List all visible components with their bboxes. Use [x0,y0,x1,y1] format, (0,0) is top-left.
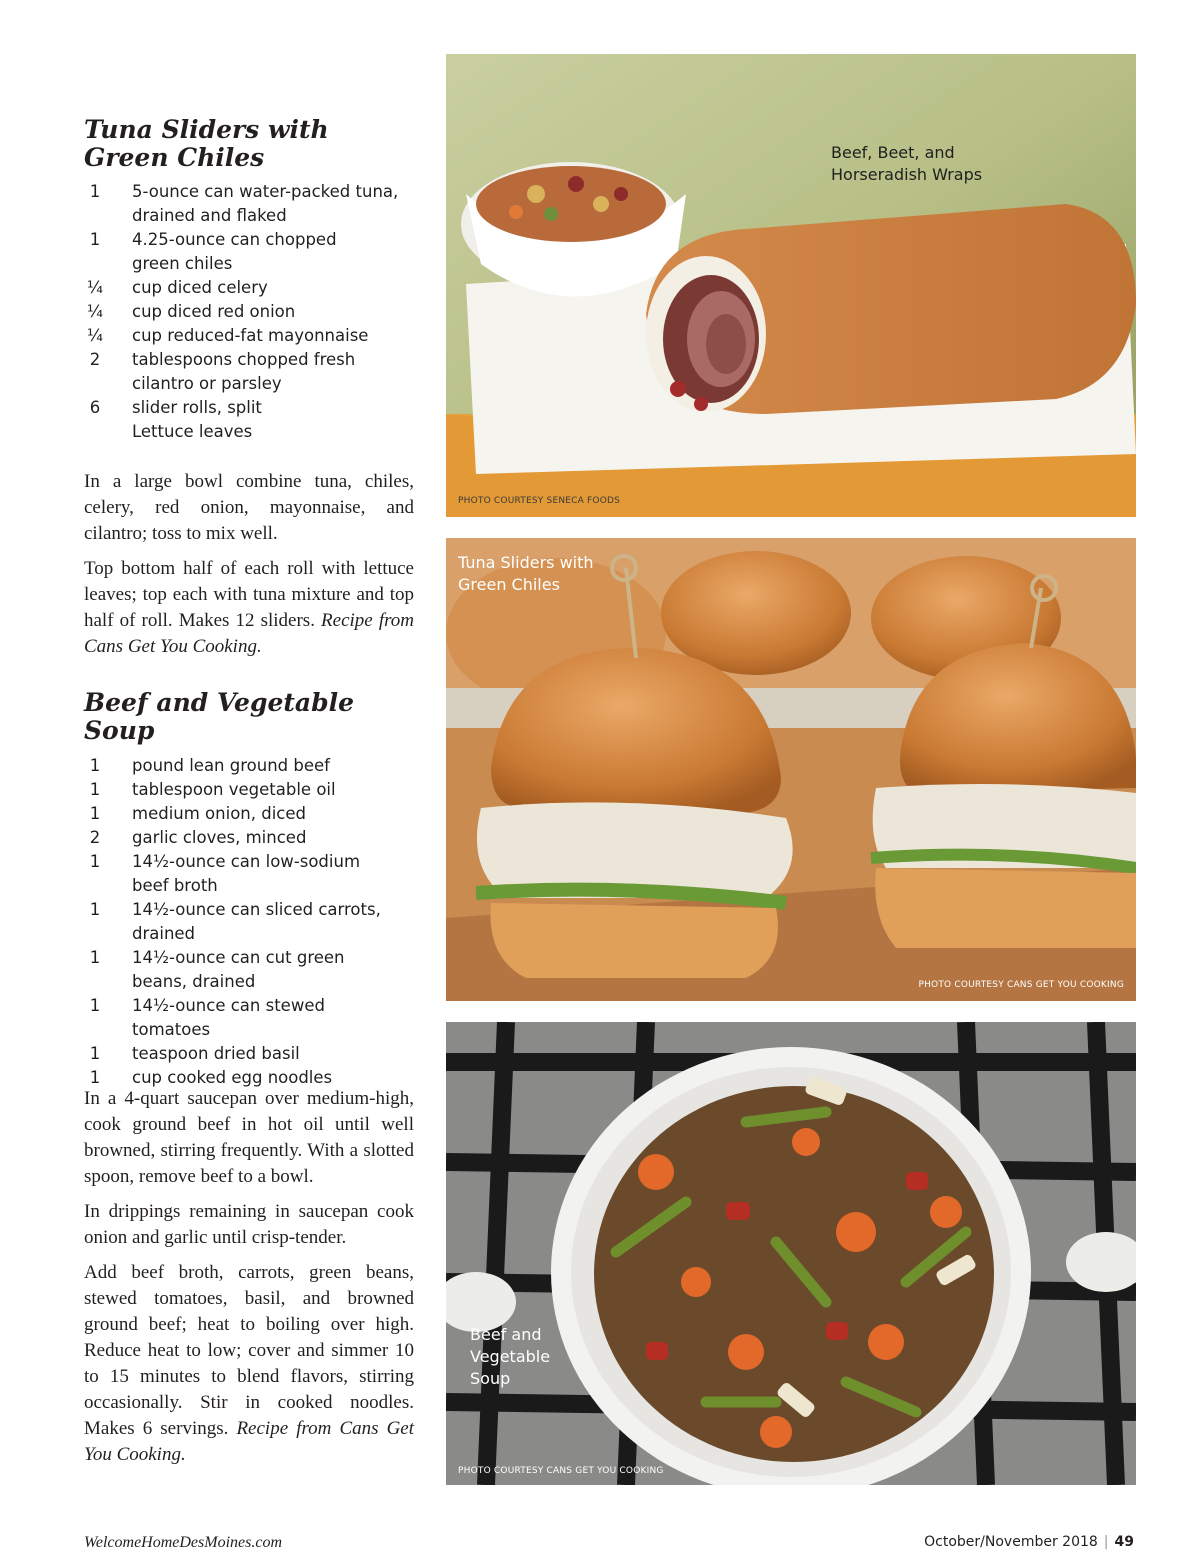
ingredient-quantity: 1 [89,852,101,871]
soup-photo-image [446,1022,1136,1485]
recipe-title-line1: Tuna Sliders with [84,115,329,144]
ingredient-line: drained [132,924,196,943]
ingredient-line: cup reduced-fat mayonnaise [132,326,369,345]
ingredient-quantity: ¼ [87,302,103,321]
ingredient-quantity: 6 [89,398,101,417]
direction-paragraph: In a large bowl combine tuna, chiles, celery, red onion, mayonnaise, and cilantro; toss to mix well. [84,471,414,544]
ingredient-line: cup diced celery [132,278,268,297]
recipe-tuna-directions [84,469,414,669]
ingredient-text [132,802,414,826]
ingredient-quantity: 1 [89,1068,101,1087]
ingredient-quantity: 1 [89,230,101,249]
ingredient-quantity: 1 [89,756,101,775]
photo-caption: Beef, Beet, and Horseradish Wraps [831,143,983,184]
footer-issue [924,1534,1134,1550]
ingredient-line: tablespoons chopped fresh [132,350,356,369]
ingredient-line: beans, drained [132,972,256,991]
ingredient-line: green chiles [132,254,233,273]
recipe-tuna-sliders [84,116,414,444]
ingredient-list [84,180,414,444]
ingredient-text [132,754,414,778]
ingredient-line: 5-ounce can water-packed tuna, [132,182,399,201]
footer-website: WelcomeHomeDesMoines.com [84,1534,283,1551]
ingredient-text [132,420,414,444]
ingredient-quantity: 1 [89,948,101,967]
ingredient-item [84,850,414,898]
wrap-photo-image [446,54,1136,517]
ingredient-text [132,946,414,994]
photo-credit: PHOTO COURTESY CANS GET YOU COOKING [918,980,1124,990]
ingredient-quantity: 1 [89,1044,101,1063]
ingredient-quantity [84,420,132,444]
ingredient-item [84,180,414,228]
direction-paragraph: Add beef broth, carrots, green beans, stewed tomatoes, basil, and browned ground beef; heat to boiling over high. Reduce heat to low; cover and simmer 10 to 15 minutes to blend flavors, stirring occasionally. Stir in cooked noodles. Makes 6 servings. Recipe from Cans Get You Cooking. [84,1262,415,1465]
ingredient-line: 14½-ounce can sliced carrots, [132,900,381,919]
ingredient-quantity: 1 [89,996,101,1015]
ingredient-item [84,994,414,1042]
ingredient-line: tomatoes [132,1020,211,1039]
ingredient-item [84,396,414,420]
recipe-beef-soup [84,689,414,1090]
photo-sliders [446,538,1136,1001]
ingredient-item [84,228,414,276]
divider: | [1103,1534,1109,1550]
ingredient-quantity: ¼ [87,278,103,297]
ingredient-quantity: 1 [89,182,101,201]
ingredient-line: garlic cloves, minced [132,828,307,847]
recipe-title: Beef and Vegetable Soup [84,688,354,745]
ingredient-item [84,898,414,946]
ingredient-item [84,276,414,300]
ingredient-quantity: 1 [89,804,101,823]
ingredient-line: beef broth [132,876,218,895]
ingredient-quantity: 1 [89,900,101,919]
ingredient-quantity: 2 [89,828,101,847]
ingredient-line: 4.25-ounce can chopped [132,230,337,249]
ingredient-text [132,276,414,300]
ingredient-line: 14½-ounce can stewed [132,996,325,1015]
ingredient-line: slider rolls, split [132,398,262,417]
page-number: 49 [1114,1534,1134,1550]
photo-credit: PHOTO COURTESY SENECA FOODS [458,496,621,506]
ingredient-item [84,946,414,994]
ingredient-line: teaspoon dried basil [132,1044,300,1063]
ingredient-line: cup diced red onion [132,302,296,321]
ingredient-text [132,180,414,228]
ingredient-line: pound lean ground beef [132,756,330,775]
ingredient-line: Lettuce leaves [132,422,253,441]
ingredient-text [132,396,414,420]
recipe-source: Recipe from Cans Get You Cooking. [84,1418,415,1465]
direction-paragraph: Top bottom half of each roll with lettuce leaves; top each with tuna mixture and top half of roll. Makes 12 sliders. Recipe from Cans Get You Cooking. [84,558,415,657]
ingredient-line: medium onion, diced [132,804,306,823]
issue-date: October/November 2018 [924,1534,1098,1550]
ingredient-line: 14½-ounce can low-sodium [132,852,361,871]
ingredient-text [132,348,414,396]
direction-paragraph: In drippings remaining in saucepan cook onion and garlic until crisp-tender. [84,1201,414,1248]
recipe-soup-directions [84,1086,414,1477]
ingredient-line: cilantro or parsley [132,374,282,393]
ingredient-line: drained and flaked [132,206,287,225]
ingredient-item [84,1042,414,1066]
photo-caption: Beef and Vegetable Soup [470,1325,551,1388]
ingredient-text [132,1042,414,1066]
ingredient-item [84,348,414,396]
photo-credit: PHOTO COURTESY CANS GET YOU COOKING [458,1466,664,1476]
ingredient-item [84,300,414,324]
recipe-title-line2: Green Chiles [84,143,265,172]
ingredient-list [84,754,414,1090]
ingredient-quantity: 2 [89,350,101,369]
ingredient-item [84,420,414,444]
ingredient-text [132,850,414,898]
ingredient-text [132,994,414,1042]
ingredient-text [132,778,414,802]
ingredient-text [132,898,414,946]
direction-paragraph: In a 4-quart saucepan over medium-high, cook ground beef in hot oil until well browned, stirring frequently. With a slotted spoon, remove beef to a bowl. [84,1088,414,1187]
ingredient-item [84,826,414,850]
recipe-source: Recipe from Cans Get You Cooking. [84,610,415,657]
ingredient-text [132,826,414,850]
ingredient-text [132,324,414,348]
ingredient-item [84,802,414,826]
ingredient-text [132,300,414,324]
ingredient-quantity: ¼ [87,326,103,345]
photo-wraps [446,54,1136,517]
ingredient-item [84,324,414,348]
ingredient-line: 14½-ounce can cut green [132,948,345,967]
ingredient-line: cup cooked egg noodles [132,1068,333,1087]
recipe-title [84,116,414,172]
ingredient-item [84,754,414,778]
photo-caption: Tuna Sliders with Green Chiles [458,553,594,594]
ingredient-line: tablespoon vegetable oil [132,780,336,799]
photo-soup [446,1022,1136,1485]
slider-photo-image [446,538,1136,1001]
ingredient-item [84,778,414,802]
ingredient-text [132,228,414,276]
ingredient-quantity: 1 [89,780,101,799]
